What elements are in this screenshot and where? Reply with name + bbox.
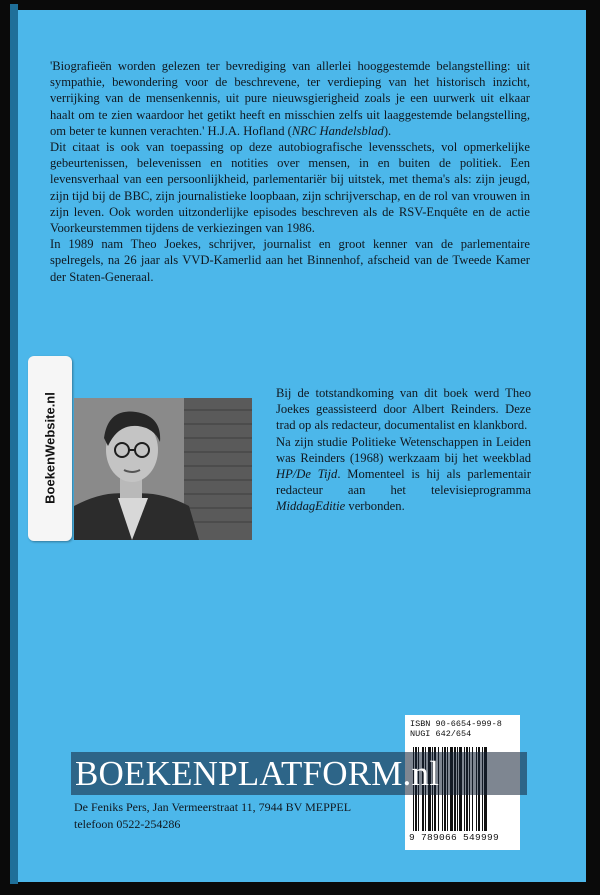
blurb <box>50 58 530 285</box>
quote-author: H.J.A. Hofland <box>207 123 285 138</box>
author-paragraph: In 1989 nam Theo Joekes, schrijver, journalist en groot kenner van de parlementaire spelregels, na 26 jaar als VVD-Kamerlid aan het Binnenhof, afscheid van de Tweede Kamer der Staten-Generaal. <box>50 237 530 284</box>
author-photo <box>74 398 252 540</box>
portrait-image <box>74 398 252 540</box>
magazine-title: HP/De Tijd <box>276 467 338 482</box>
nugi-text: NUGI 642/654 <box>410 729 472 739</box>
bio-paragraph-1: Bij de totstandkoming van dit boek werd Theo Joekes geassisteerd door Albert Reinders. Deze trad op als redacteur, documentalist en klankbord. <box>276 386 531 433</box>
publisher-address: De Feniks Pers, Jan Vermeerstraat 11, 7944 BV MEPPEL <box>74 800 352 814</box>
publisher-info <box>74 799 351 833</box>
bio-paragraph-2: Na zijn studie Politieke Wetenschappen in Leiden was Reinders (1968) werkzaam bij het weekblad HP/De Tijd. Momenteel is hij als parlementair redacteur aan het televisieprogramma MiddagEditie verbonden. <box>276 434 531 514</box>
quote-source: NRC Handelsblad <box>291 123 384 138</box>
summary-paragraph: Dit citaat is ook van toepassing op deze autobiografische levensschets, vol opmerkelijke gebeurtenissen, belevenissen en notities over mensen, in en buiten de politiek. Een levensverhaal van een persoonlijkheid, parlementariër bij uitstek, met thema's als: zijn jeugd, zijn tijd bij de BBC, zijn journalistieke loopbaan, zijn schrijverschap, en de rol van vrouwen in zijn leven. Ook worden uitzonderlijke episodes beschreven als de RSV-Enquête en de actie Voorkeurstemmen tijdens de verkiezingen van 1986. <box>50 140 530 236</box>
tv-program-title: MiddagEditie <box>276 499 346 514</box>
boekenwebsite-sticker <box>28 356 72 541</box>
watermark-label: BOEKENPLATFORM.nl <box>75 754 440 793</box>
book-spine-edge <box>10 4 18 884</box>
publisher-phone: telefoon 0522-254286 <box>74 817 181 831</box>
quote-paragraph: 'Biografieën worden gelezen ter bevrediging van allerlei hooggestemde belangstelling: uit sympathie, bewondering voor de beschrevene, ter verdieping van het historisch inzicht, verrijking van de mensenkennis, uit pure nieuwsgierigheid zoals je een uurwerk uit elkaar haalt om te zien waardoor het getikt heeft en misschien zelfs uit laaggestemde belangstelling, om beter te kunnen verachten.' H.J.A. Hofland (NRC Handelsblad). <box>50 59 530 138</box>
barcode-number: 9 789066 549999 <box>409 832 500 843</box>
boekenplatform-watermark <box>71 752 527 795</box>
coauthor-bio <box>276 385 531 515</box>
sticker-label: BoekenWebsite.nl <box>42 392 58 504</box>
isbn-text: ISBN 90-6654-999-8 <box>410 719 502 729</box>
